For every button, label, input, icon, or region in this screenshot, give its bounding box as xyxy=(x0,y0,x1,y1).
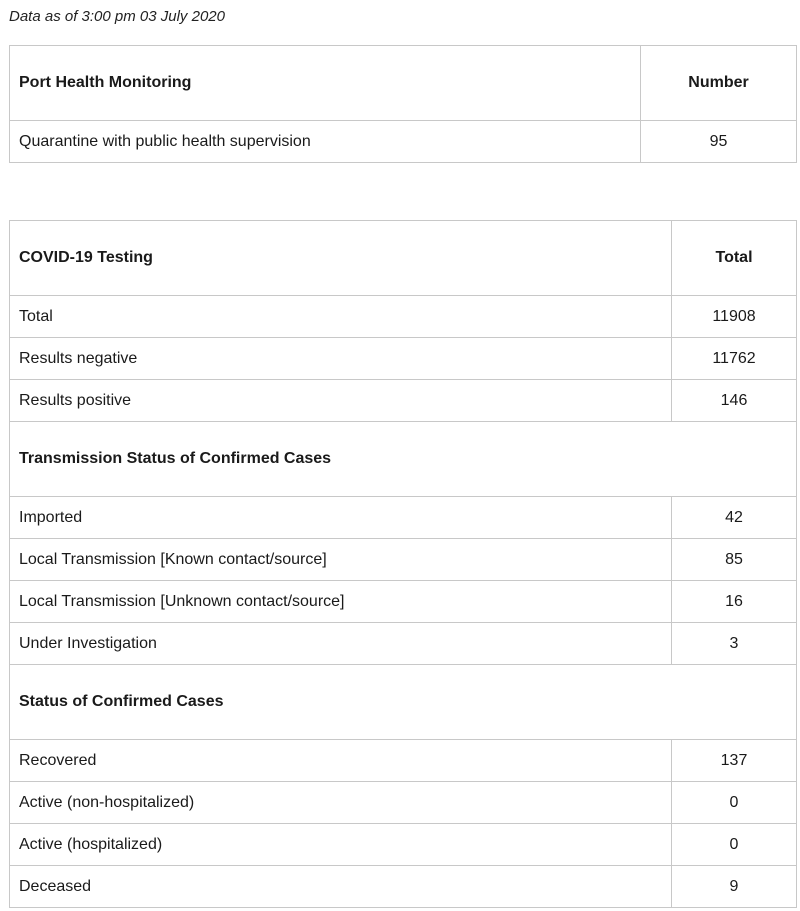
table-row xyxy=(10,380,797,422)
row-label: Local Transmission [Known contact/source] xyxy=(10,539,672,581)
row-value: 16 xyxy=(672,581,797,623)
table-row xyxy=(10,740,797,782)
covid-testing-table xyxy=(9,220,797,908)
row-value: 3 xyxy=(672,623,797,665)
row-value: 0 xyxy=(672,824,797,866)
row-label: Imported xyxy=(10,497,672,539)
row-value: 146 xyxy=(672,380,797,422)
row-label: Active (non-hospitalized) xyxy=(10,782,672,824)
row-label: Deceased xyxy=(10,866,672,908)
row-value: 11762 xyxy=(672,338,797,380)
header-value: Total xyxy=(672,221,797,296)
row-label: Active (hospitalized) xyxy=(10,824,672,866)
row-value: 42 xyxy=(672,497,797,539)
row-label: Local Transmission [Unknown contact/source] xyxy=(10,581,672,623)
port-health-table xyxy=(9,45,797,163)
section-header-status: Status of Confirmed Cases xyxy=(10,665,797,740)
data-as-of-note: Data as of 3:00 pm 03 July 2020 xyxy=(9,8,225,25)
table-header-row xyxy=(10,221,797,296)
header-value: Number xyxy=(641,46,797,121)
table-row xyxy=(10,296,797,338)
row-value: 11908 xyxy=(672,296,797,338)
row-value: 137 xyxy=(672,740,797,782)
header-label: COVID-19 Testing xyxy=(10,221,672,296)
table-row xyxy=(10,539,797,581)
header-label: Port Health Monitoring xyxy=(10,46,641,121)
table-row xyxy=(10,824,797,866)
table-row xyxy=(10,581,797,623)
section-header-row xyxy=(10,665,797,740)
row-value: 0 xyxy=(672,782,797,824)
table-row xyxy=(10,497,797,539)
table-row xyxy=(10,623,797,665)
row-label: Recovered xyxy=(10,740,672,782)
section-header-row xyxy=(10,422,797,497)
table-row xyxy=(10,782,797,824)
row-value: 85 xyxy=(672,539,797,581)
row-label: Under Investigation xyxy=(10,623,672,665)
table-row xyxy=(10,866,797,908)
row-value: 9 xyxy=(672,866,797,908)
section-header-transmission: Transmission Status of Confirmed Cases xyxy=(10,422,797,497)
row-label: Quarantine with public health supervision xyxy=(10,121,641,163)
row-label: Results positive xyxy=(10,380,672,422)
table-row xyxy=(10,121,797,163)
table-row xyxy=(10,338,797,380)
row-value: 95 xyxy=(641,121,797,163)
table-header-row xyxy=(10,46,797,121)
row-label: Total xyxy=(10,296,672,338)
row-label: Results negative xyxy=(10,338,672,380)
